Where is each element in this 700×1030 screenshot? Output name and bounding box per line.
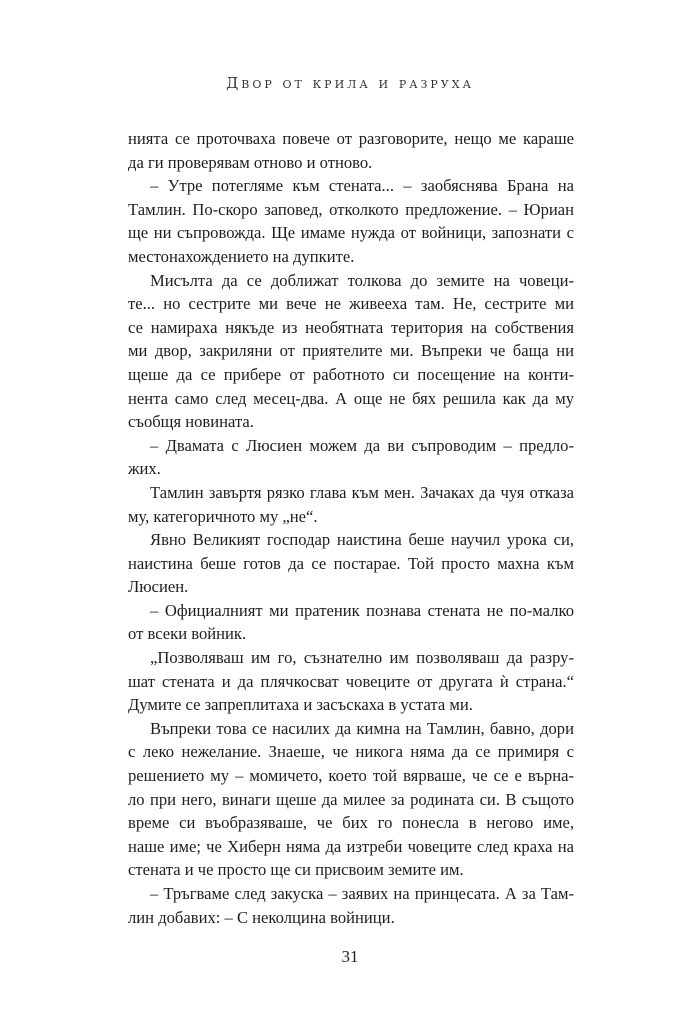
text-line: нента само след месец-два. А още не бях решила как да му — [128, 388, 574, 408]
text-line: наистина беше готов да се постарае. Той просто махна към — [128, 553, 574, 573]
text-line: – Двамата с Люсиен можем да ви съпроводим – предло- — [150, 435, 574, 455]
text-line: щеше да се прибере от работното си посещение на конти- — [128, 364, 574, 384]
text-line: те... но сестрите ми вече не живееха там. Не, сестрите ми — [128, 294, 574, 314]
text-line: нията се проточваха повече от разговорите, нещо ме караше — [128, 129, 574, 148]
running-title: Двор от крила и разруха — [226, 74, 474, 92]
text-line: Тамлин. По-скоро заповед, отколкото предложение. – Юриан — [128, 199, 574, 219]
text-line: – Утре потегляме към стената... – заобяснява Брана на — [150, 176, 574, 196]
text-line: се намираха някъде из необятната територия на собствения — [128, 317, 574, 337]
text-line: шат стената и да плячкосват човеците от другата ѝ страна.“ — [128, 671, 574, 691]
text-line: Тамлин завъртя рязко глава към мен. Зачаках да чуя отказа — [150, 482, 574, 502]
text-line: Люсиен. — [128, 577, 189, 597]
text-line: време си въобразяваше, че бих го понесла в негово име, — [128, 813, 574, 833]
body-text — [128, 127, 574, 929]
text-line: ло при него, винаги щеше да милее за родината си. В същото — [128, 789, 574, 809]
text-line: Явно Великият господар наистина беше научил урока си, — [150, 530, 574, 550]
text-line: жих. — [128, 459, 161, 479]
text-line: лин добавих: – С неколцина войници. — [128, 907, 395, 927]
text-line: „Позволяваш им го, съзнателно им позволяваш да разру- — [150, 648, 574, 668]
text-line: с леко нежелание. Знаеше, че никога няма да се примиря с — [128, 742, 574, 762]
text-line: стената и че просто ще си присвоим земите им. — [128, 860, 464, 880]
text-line: ще ни съпровожда. Ще имаме нужда от войници, запознати с — [128, 223, 574, 243]
text-line: съобщя новината. — [128, 412, 254, 432]
page-number: 31 — [341, 947, 359, 966]
text-line: му, категоричното му „не“. — [128, 506, 318, 526]
text-line: ми двор, закриляни от приятелите ми. Въпреки че баща ни — [128, 341, 574, 361]
text-line: наше име; че Хиберн няма да изтреби човеците след краха на — [128, 836, 574, 856]
text-line: да ги проверявам отново и отново. — [128, 152, 373, 172]
text-line: Думите се запреплитаха и засъскаха в устата ми. — [128, 695, 473, 715]
text-line: Въпреки това се насилих да кимна на Тамлин, бавно, дори — [150, 718, 574, 738]
text-line: – Тръгваме след закуска – заявих на принцесата. А за Там- — [150, 884, 574, 903]
text-line: от всеки войник. — [128, 624, 247, 644]
text-line: – Официалният ми пратеник познава стената не по-малко — [150, 600, 574, 620]
text-line: решението му – момичето, което той вярваше, че се е върна- — [128, 766, 574, 786]
text-line: Мисълта да се доближат толкова до земите на човеци- — [150, 270, 574, 290]
text-line: местонахождението на дупките. — [128, 246, 355, 266]
